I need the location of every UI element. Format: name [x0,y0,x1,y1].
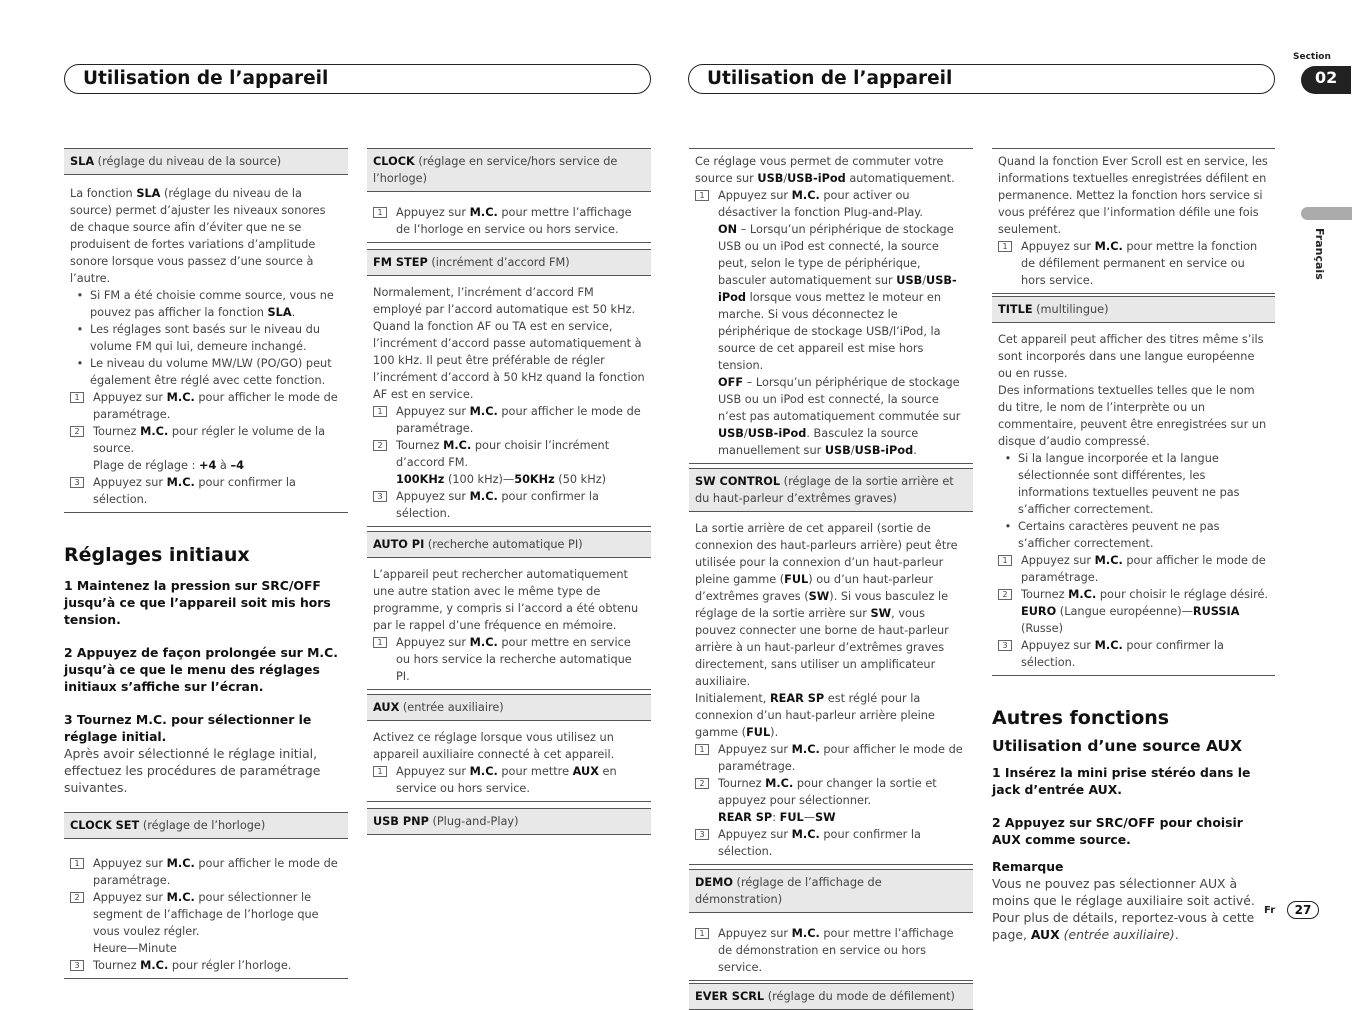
language-label: Français [1313,228,1326,280]
everscrl-body: Quand la fonction Ever Scroll est en service, les informations textuelles enregistrées défilent en permanence. Mettez la fonction hors service si vous préférez que l’information défile une fois seulement. 1 Appuyez sur M.C. pour mettre la fonction de défilement permanent en service ou hors service. [992,148,1275,294]
aux-header: AUX (entrée auxiliaire) [367,694,651,721]
step-item: 2 Appuyez sur M.C. pour sélectionner le segment de l’affichage de l’horloge que vous voulez régler. Heure—Minute [70,889,342,957]
step-item: 1 Appuyez sur M.C. pour mettre la fonction de défilement permanent en service ou hors service. [998,238,1269,289]
usbpnp-body: Ce réglage vous permet de commuter votre source sur USB/USB-iPod automatiquement. 1 Appuyez sur M.C. pour activer ou désactiver la fonction Plug-and-Play. ON – Lorsqu’un périphérique de stockage USB ou un iPod est connecté, la source peut, selon le type de périphérique, basculer automatiquement sur USB/USB-iPod lorsque vous mettez le moteur en marche. Si vous déconnectez le périphérique de stockage USB/l’iPod, la source de cet appareil est mise hors tension. OFF – Lorsqu’un périphérique de stockage USB ou un iPod est connecté, la source n’est pas automatiquement commutée sur USB/USB-iPod. Basculez la source manuellement sur USB/USB-iPod. [689,148,973,464]
swcontrol-header: SW CONTROL (réglage de la sortie arrière et du haut-parleur d’extrêmes graves) [689,468,973,512]
step-item: 1 Appuyez sur M.C. pour afficher le mode de paramétrage. [70,389,342,423]
list-item: • Le niveau du volume MW/LW (PO/GO) peut également être réglé avec cette fonction. [76,357,332,387]
step-item: 1 Appuyez sur M.C. pour mettre AUX en service ou hors service. [373,763,645,797]
list-item: • Si la langue incorporée et la langue sélectionnée sont différentes, les informations textuelles peuvent ne pas s’afficher correctement. [1004,452,1240,516]
step-item: 3 Appuyez sur M.C. pour confirmer la sélection. [70,474,342,508]
demo-body [689,921,973,981]
page-number: 27 [1287,901,1319,919]
autopi-header: AUTO PI (recherche automatique PI) [367,531,651,558]
step-item: 2 Tournez M.C. pour choisir le réglage désiré. EURO (Langue européenne)—RUSSIA (Russe) [998,586,1269,637]
column-4 [992,148,1275,943]
list-item: • Si FM a été choisie comme source, vous ne pouvez pas afficher la fonction SLA. [76,289,334,319]
column-1 [64,148,348,979]
step-item: 2 Tournez M.C. pour régler le volume de la source. Plage de réglage : +4 à –4 [70,423,342,474]
autopi-body: L’appareil peut rechercher automatiquement une autre station avec le même type de programme, y compris si l’accord a été obtenu par le rappel d’une fréquence en mémoire. 1 Appuyez sur M.C. pour mettre en service ou hors service la recherche automatique PI. [367,562,651,690]
step-item: 1 Appuyez sur M.C. pour afficher le mode de paramétrage. [998,552,1269,586]
fmstep-body: Normalement, l’incrément d’accord FM employé par l’accord automatique est 50 kHz. Quand la fonction AF ou TA est en service, l’incrément d’accord passe automatiquement à 100 kHz. Il peut être préférable de régler l’incrément d’accord à 50 kHz quand la fonction AF est en service. 1 Appuyez sur M.C. pour afficher le mode de paramétrage. 2 Tournez M.C. pour choisir l’incrément d’accord FM. 100KHz (100 kHz)—50KHz (50 kHz) 3 Appuyez sur M.C. pour confirmer la sélection. [367,280,651,527]
step-item: 1 Appuyez sur M.C. pour mettre en service ou hors service la recherche automatique PI. [373,634,645,685]
step-item: 1 Appuyez sur M.C. pour afficher le mode de paramétrage. [373,403,645,437]
step-item: 3 Appuyez sur M.C. pour confirmer la sélection. [998,637,1269,671]
clock-header: CLOCK (réglage en service/hors service de l’horloge) [367,148,651,192]
clockset-header: CLOCK SET (réglage de l’horloge) [64,812,348,839]
step-item: 1 Appuyez sur M.C. pour mettre l’affichage de l’horloge en service ou hors service. [373,204,645,238]
heading-reglages-initiaux: Réglages initiaux [64,544,250,566]
heading-source-aux: Utilisation d’une source AUX [992,737,1243,755]
clock-body [367,200,651,243]
everscrl-header: EVER SCRL (réglage du mode de défilement) [689,983,973,1010]
clockset-body [64,851,348,979]
section-label: Section [1293,52,1331,62]
language-tab [1301,207,1352,220]
page-title-left: Utilisation de l’appareil [64,64,651,94]
step-item: 2 Tournez M.C. pour choisir l’incrément d’accord FM. 100KHz (100 kHz)—50KHz (50 kHz) [373,437,645,488]
list-item: • Certains caractères peuvent ne pas s’afficher correctement. [1004,520,1220,550]
sla-body: La fonction SLA (réglage du niveau de la source) permet d’ajuster les niveaux sonores de chaque source afin d’éviter que ne se produisent de fortes variations d’amplitude sonore lorsque vous passez d’une source à l’autre. • Si FM a été choisie comme source, vous ne pouvez pas afficher la fonction SLA. • Les réglages sont basés sur le niveau du volume FM qui lui, demeure inchangé. • Le niveau du volume MW/LW (PO/GO) peut également être réglé avec cette fonction. 1 Appuyez sur M.C. pour afficher le mode de paramétrage. 2 Tournez M.C. pour régler le volume de la source. Plage de réglage : +4 à –4 3 Appuyez sur M.C. pour confirmer la sélection. [64,181,348,513]
step-item: 2 Tournez M.C. pour changer la sortie et appuyez pour sélectionner. REAR SP: FUL—SW [695,775,967,826]
remark-text: Vous ne pouvez pas sélectionner AUX à moins que le réglage auxiliaire soit activé. Pour plus de détails, reportez-vous à cette page, AUX (entrée auxiliaire). [992,876,1255,942]
sla-header: SLA (réglage du niveau de la source) [64,148,348,175]
title-header: TITLE (multilingue) [992,296,1275,323]
instruction-text: Après avoir sélectionné le réglage initial, effectuez les procédures de paramétrage suivantes. [64,746,321,795]
list-item: • Les réglages sont basés sur le niveau du volume FM qui lui, demeure inchangé. [76,323,320,353]
column-3 [689,148,973,1010]
fmstep-header: FM STEP (incrément d’accord FM) [367,249,651,276]
instruction-step-1: 1 Insérez la mini prise stéréo dans le jack d’entrée AUX. [992,765,1251,797]
swcontrol-body: La sortie arrière de cet appareil (sortie de connexion des haut-parleurs arrière) peut être utilisée pour la connexion d’un haut-parleur pleine gamme (FUL) ou d’un haut-parleur d’extrêmes graves (SW). Si vous basculez le réglage de la sortie arrière sur SW, vous pouvez connecter une borne de haut-parleur arrière à un haut-parleur d’extrêmes graves directement, sans utiliser un amplificateur auxiliaire. Initialement, REAR SP est réglé pour la connexion d’un haut-parleur arrière pleine gamme (FUL). 1 Appuyez sur M.C. pour afficher le mode de paramétrage. 2 Tournez M.C. pour changer la sortie et appuyez pour sélectionner. REAR SP: FUL—SW 3 Appuyez sur M.C. pour confirmer la sélection. [689,516,973,865]
demo-header: DEMO (réglage de l’affichage de démonstration) [689,869,973,913]
step-item: 1 Appuyez sur M.C. pour afficher le mode de paramétrage. [70,855,342,889]
page-title-right: Utilisation de l’appareil [688,64,1275,94]
aux-body: Activez ce réglage lorsque vous utilisez un appareil auxiliaire connecté à cet appareil. 1 Appuyez sur M.C. pour mettre AUX en service ou hors service. [367,725,651,802]
title-body: Cet appareil peut afficher des titres même s’ils sont incorporés dans une langue européenne ou en russe. Des informations textuelles telles que le nom du titre, le nom de l’interprète ou un commentaire, peuvent être enregistrées sur un disque d’audio compressé. • Si la langue incorporée et la langue sélectionnée sont différentes, les informations textuelles peuvent ne pas s’afficher correctement. • Certains caractères peuvent ne pas s’afficher correctement. 1 Appuyez sur M.C. pour afficher le mode de paramétrage. 2 Tournez M.C. pour choisir le réglage désiré. EURO (Langue européenne)—RUSSIA (Russe) 3 Appuyez sur M.C. pour confirmer la sélection. [992,327,1275,676]
instruction-step-2: 2 Appuyez sur SRC/OFF pour choisir AUX comme source. [992,815,1243,847]
step-item: 3 Tournez M.C. pour régler l’horloge. [70,957,342,974]
step-item: 1 Appuyez sur M.C. pour activer ou désactiver la fonction Plug-and-Play. ON – Lorsqu’un périphérique de stockage USB ou un iPod est connecté, la source peut, selon le type de périphérique, basculer automatiquement sur USB/USB-iPod lorsque vous mettez le moteur en marche. Si vous déconnectez le périphérique de stockage USB/l’iPod, la source de cet appareil est mise hors tension. OFF – Lorsqu’un périphérique de stockage USB ou un iPod est connecté, la source n’est pas automatiquement commutée sur USB/USB-iPod. Basculez la source manuellement sur USB/USB-iPod. [695,187,967,459]
step-item: 1 Appuyez sur M.C. pour mettre l’affichage de démonstration en service ou hors service. [695,925,967,976]
heading-autres-fonctions: Autres fonctions [992,707,1170,729]
remark-title: Remarque [992,859,1064,874]
step-item: 3 Appuyez sur M.C. pour confirmer la sélection. [373,488,645,522]
step-item: 1 Appuyez sur M.C. pour afficher le mode de paramétrage. [695,741,967,775]
instruction-step-1: 1 Maintenez la pression sur SRC/OFF jusqu’à ce que l’appareil soit mis hors tension. [64,578,331,627]
instruction-step-3: 3 Tournez M.C. pour sélectionner le réglage initial. [64,712,312,744]
column-2 [367,148,651,835]
step-item: 3 Appuyez sur M.C. pour confirmer la sélection. [695,826,967,860]
section-badge: 02 [1301,66,1351,94]
instruction-step-2: 2 Appuyez de façon prolongée sur M.C. jusqu’à ce que le menu des réglages initiaux s’affiche sur l’écran. [64,645,338,694]
usbpnp-header: USB PNP (Plug-and-Play) [367,808,651,835]
footer-lang: Fr [1264,905,1276,916]
